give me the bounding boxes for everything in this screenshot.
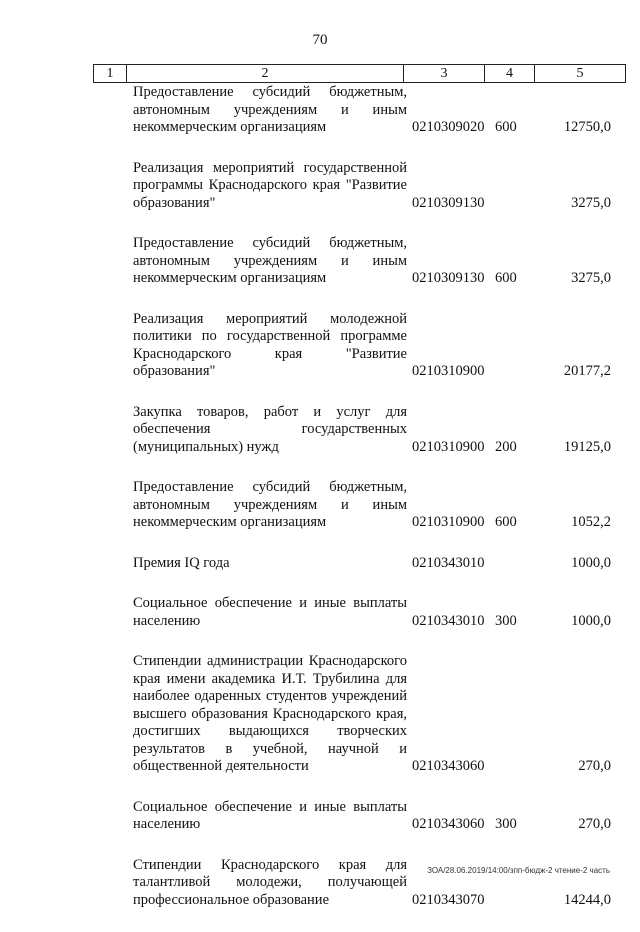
row-target-code: 0210343010 (412, 612, 485, 629)
row-target-code: 0210343010 (412, 554, 485, 571)
row-description: Премия IQ года (133, 554, 230, 571)
column-header-table (93, 64, 626, 83)
header-col-3: 3 (404, 65, 485, 83)
row-amount: 14244,0 (563, 891, 611, 908)
row-description: Социальное обеспечение и иные выплаты населению (133, 595, 407, 629)
row-target-code: 0210310900 (412, 438, 485, 455)
row-amount: 270,0 (578, 758, 611, 774)
table-row (0, 311, 640, 381)
row-amount: 19125,0 (563, 438, 611, 455)
row-description: Реализация мероприятий государственной программы Краснодарского края "Развитие образования" (133, 159, 407, 211)
row-target-code: 0210343060 (412, 758, 485, 774)
row-expense-type: 300 (495, 816, 517, 832)
row-expense-type: 600 (495, 514, 517, 530)
header-col-2: 2 (127, 65, 404, 83)
header-row (94, 65, 626, 83)
table-row (0, 235, 640, 288)
header-col-5: 5 (535, 65, 626, 83)
row-amount: 12750,0 (563, 119, 611, 135)
row-target-code: 0210310900 (412, 363, 485, 379)
row-amount: 3275,0 (571, 194, 611, 211)
footer-stamp: ЗОА/28.06.2019/14:00/зпп-бюдж-2 чтение-2 часть (427, 866, 610, 875)
table-row (0, 404, 640, 457)
row-amount: 1052,2 (571, 514, 611, 530)
table-row (0, 799, 640, 834)
table-row (0, 84, 640, 137)
row-target-code: 0210309130 (412, 194, 485, 211)
row-amount: 20177,2 (563, 363, 611, 379)
table-row (0, 653, 640, 776)
table-row (0, 595, 640, 630)
table-row (0, 160, 640, 213)
row-description: Реализация мероприятий молодежной политики по государственной программе Краснодарского края "Развитие образования" (133, 310, 407, 379)
row-target-code: 0210310900 (412, 514, 485, 530)
row-amount: 1000,0 (571, 554, 611, 571)
row-target-code: 0210309130 (412, 270, 485, 286)
row-description: Стипендии Краснодарского края для талантливой молодежи, получающей профессиональное образование (133, 856, 407, 908)
row-target-code: 0210343060 (412, 816, 485, 832)
row-description: Предоставление субсидий бюджетным, автономным учреждениям и иным некоммерческим организациям (133, 235, 407, 286)
table-row (0, 555, 640, 573)
header-col-4: 4 (485, 65, 535, 83)
row-description: Предоставление субсидий бюджетным, автономным учреждениям и иным некоммерческим организациям (133, 84, 407, 135)
row-description: Предоставление субсидий бюджетным, автономным учреждениям и иным некоммерческим организациям (133, 479, 407, 530)
table-row (0, 857, 640, 910)
row-amount: 3275,0 (571, 270, 611, 286)
row-description: Стипендии администрации Краснодарского края имени академика И.Т. Трубилина для наиболее одаренных студентов учреждений высшего образования Краснодарского края, достигших выдающихся творческих результатов в учебной, научной и общественной деятельности (133, 653, 407, 774)
row-expense-type: 600 (495, 119, 517, 135)
page-number: 70 (312, 32, 328, 48)
row-target-code: 0210309020 (412, 119, 485, 135)
row-expense-type: 300 (495, 612, 517, 629)
table-row (0, 479, 640, 532)
header-col-1: 1 (94, 65, 127, 83)
row-target-code: 0210343070 (412, 891, 485, 908)
row-amount: 270,0 (578, 816, 611, 832)
row-description: Закупка товаров, работ и услуг для обеспечения государственных (муниципальных) нужд (133, 403, 407, 455)
row-amount: 1000,0 (571, 612, 611, 629)
budget-rows (0, 84, 640, 932)
row-expense-type: 600 (495, 270, 517, 286)
row-expense-type: 200 (495, 438, 517, 455)
row-description: Социальное обеспечение и иные выплаты населению (133, 798, 407, 832)
